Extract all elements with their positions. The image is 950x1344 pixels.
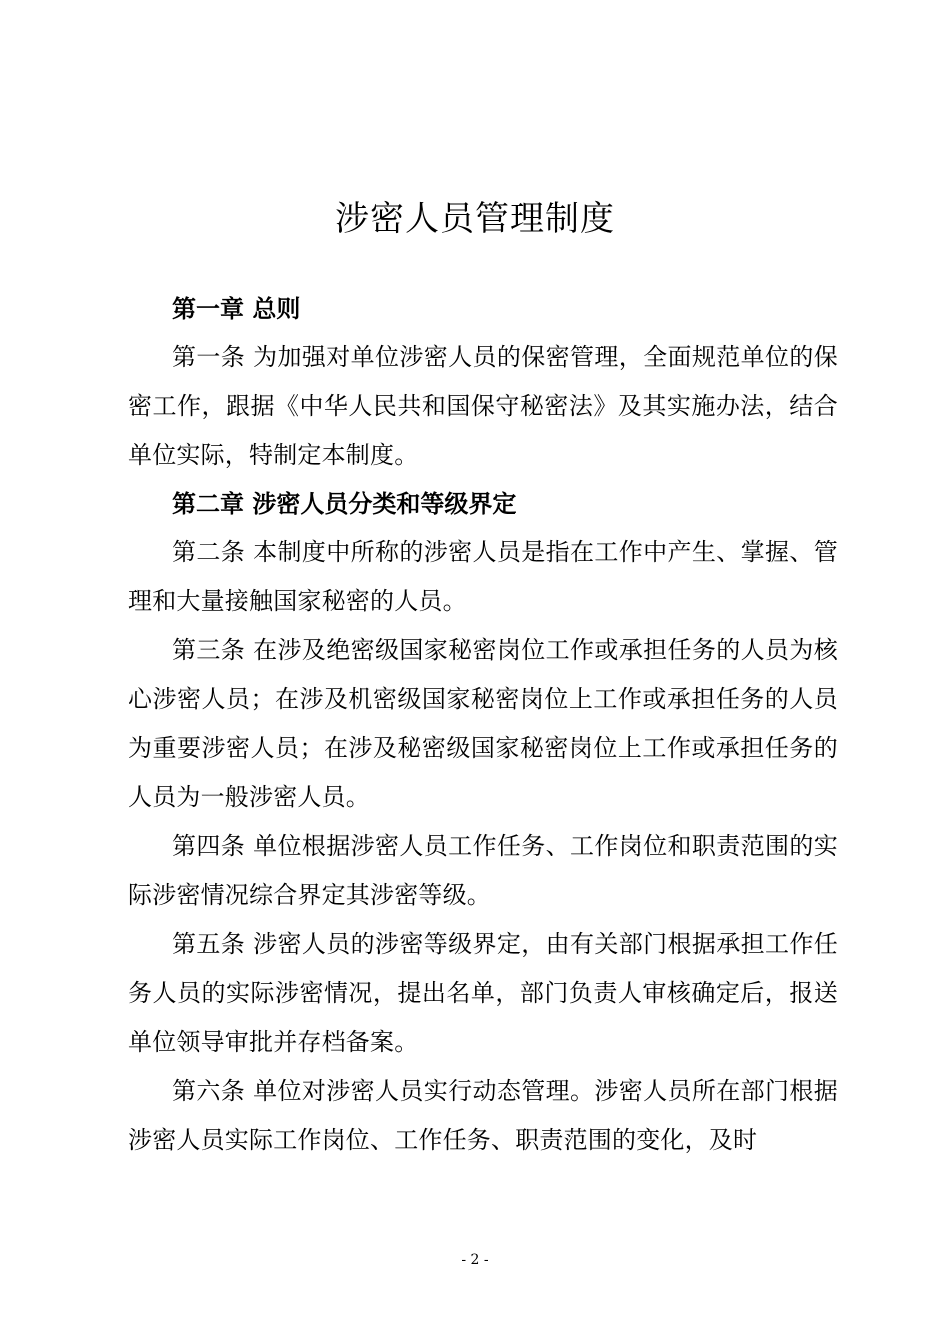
document-body [128, 285, 838, 1165]
article-paragraph: 第五条 涉密人员的涉密等级界定，由有关部门根据承担工作任务人员的实际涉密情况，提出名单，部门负责人审核确定后，报送单位领导审批并存档备案。 [128, 930, 838, 1056]
chapter-heading: 第一章 总则 [172, 295, 301, 323]
article-paragraph: 第四条 单位根据涉密人员工作任务、工作岗位和职责范围的实际涉密情况综合界定其涉密等级。 [128, 832, 838, 909]
page-number: - 2 - [461, 1252, 489, 1268]
article-paragraph: 第一条 为加强对单位涉密人员的保密管理，全面规范单位的保密工作，跟据《中华人民共和国保守秘密法》及其实施办法，结合单位实际，特制定本制度。 [128, 343, 838, 469]
article-paragraph: 第六条 单位对涉密人员实行动态管理。涉密人员所在部门根据涉密人员实际工作岗位、工作任务、职责范围的变化，及时 [128, 1077, 838, 1154]
article-paragraph: 第二条 本制度中所称的涉密人员是指在工作中产生、掌握、管理和大量接触国家秘密的人员。 [128, 538, 838, 615]
article-paragraph: 第三条 在涉及绝密级国家秘密岗位工作或承担任务的人员为核心涉密人员；在涉及机密级国家秘密岗位上工作或承担任务的人员为重要涉密人员；在涉及秘密级国家秘密岗位上工作或承担任务的人员为一般涉密人员。 [128, 636, 838, 811]
document-title: 涉密人员管理制度 [335, 199, 615, 239]
chapter-heading: 第二章 涉密人员分类和等级界定 [172, 490, 517, 518]
